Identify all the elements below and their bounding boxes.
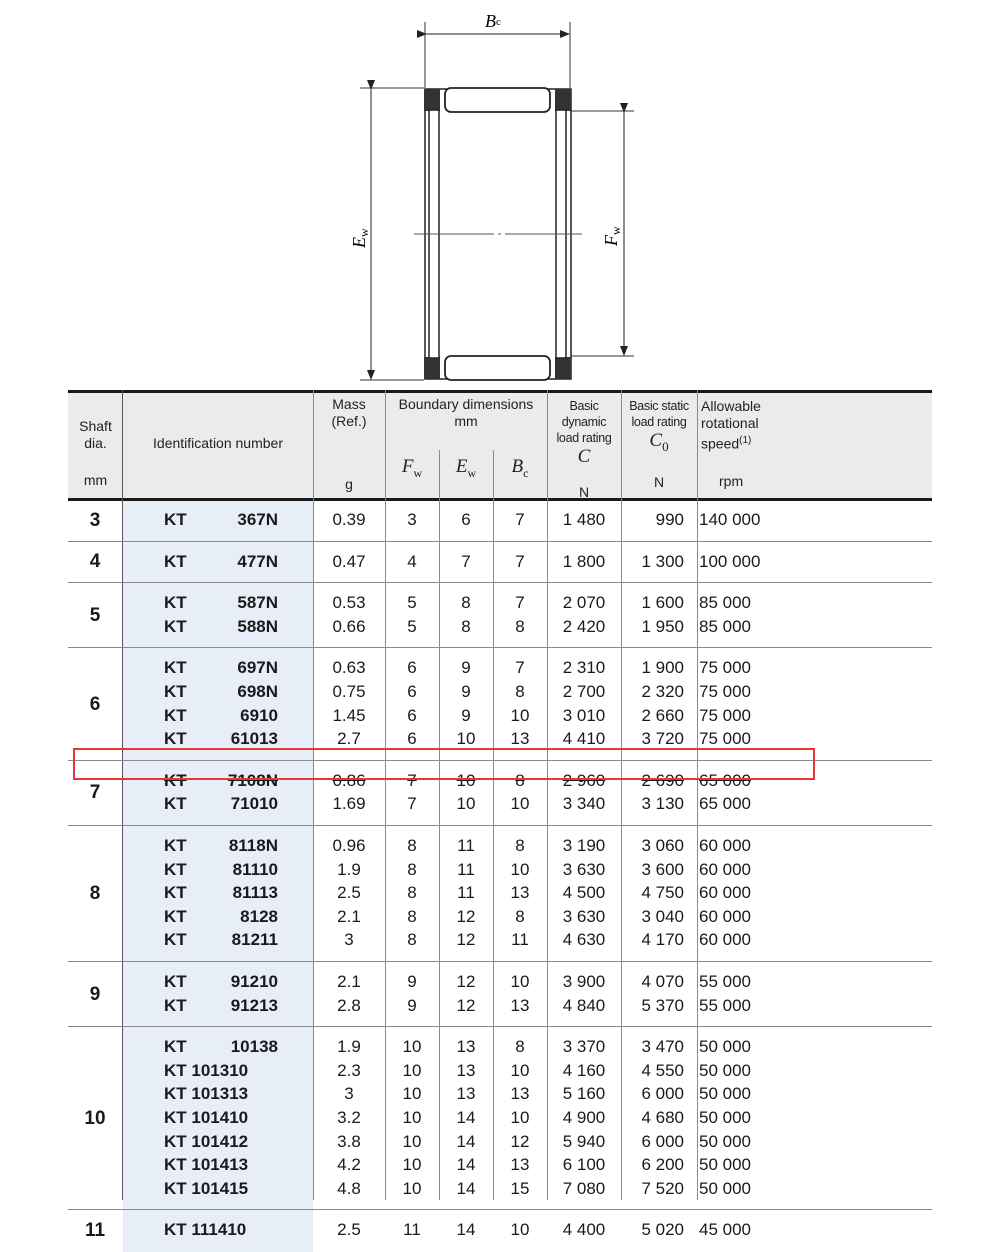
mass-value: 4.8 [337, 1178, 361, 1198]
static-load-value: 4 550 [641, 1060, 684, 1080]
bc-value: 8 [515, 682, 525, 701]
identification-number: 71010 [230, 794, 278, 814]
fw-value: 10 [402, 1178, 422, 1198]
static-load-value: 4 070 [641, 972, 684, 991]
fw-value: 6 [407, 658, 417, 678]
static-load-value: 5 370 [641, 995, 684, 1015]
speed-value: 85 000 [699, 616, 751, 636]
bc-value: 12 [510, 1131, 530, 1151]
static-load-value: 4 750 [641, 883, 684, 903]
group-separator [68, 1209, 932, 1210]
static-load-value: 6 200 [641, 1155, 684, 1175]
identification-number: 7108N [227, 770, 278, 790]
identification-prefix: KT [164, 794, 187, 814]
speed-value: 75 000 [699, 658, 751, 678]
identification-number: KT 101410 [164, 1108, 249, 1127]
ew-value: 11 [457, 836, 475, 855]
bc-value: 10 [510, 859, 530, 879]
identification-number: 698N [237, 682, 278, 701]
fw-value: 9 [407, 995, 417, 1015]
speed-value: 60 000 [699, 883, 751, 903]
ew-value: 14 [456, 1220, 476, 1240]
mass-value: 3.2 [337, 1108, 361, 1127]
dynamic-load-value: 4 500 [562, 883, 606, 903]
mass-value: 0.53 [332, 593, 366, 613]
fw-value: 10 [402, 1155, 422, 1175]
header-static-load-rating: Basic static load rating $C_0$ N [629, 399, 689, 490]
bc-value: 7 [515, 593, 525, 613]
identification-number: 61013 [230, 729, 278, 749]
ew-value: 11 [457, 883, 475, 903]
dynamic-load-value: 4 410 [562, 729, 606, 749]
mass-value: 0.86 [332, 770, 366, 790]
bc-dimension-label: Bc [485, 11, 501, 31]
speed-value: 85 000 [699, 593, 751, 613]
fw-value: 8 [407, 883, 417, 903]
identification-number: 588N [237, 616, 278, 636]
mass-value: 4.2 [337, 1155, 361, 1175]
ew-value: 8 [461, 616, 471, 636]
bc-value: 13 [510, 883, 530, 903]
speed-value: 50 000 [699, 1155, 751, 1175]
fw-value: 10 [402, 1037, 422, 1057]
identification-number: 6910 [240, 705, 278, 725]
bc-value: 13 [510, 729, 530, 749]
speed-value: 60 000 [699, 859, 751, 879]
mass-value: 2.5 [337, 883, 361, 903]
shaft-dia: 3 [89, 509, 101, 531]
ew-value: 8 [461, 593, 471, 613]
group-separator [68, 541, 932, 542]
bc-value: 10 [510, 794, 530, 814]
ew-value: 11 [457, 859, 475, 879]
bc-value: 13 [510, 1084, 530, 1104]
static-load-value: 6 000 [641, 1131, 684, 1151]
bc-value: 13 [510, 1155, 530, 1175]
dynamic-load-value: 3 340 [562, 794, 606, 814]
speed-value: 75 000 [699, 729, 751, 749]
bc-value: 8 [515, 1037, 525, 1057]
identification-prefix: KT [164, 930, 187, 950]
bc-value: 8 [515, 836, 525, 855]
fw-value: 7 [407, 770, 417, 790]
mass-value: 0.96 [332, 836, 366, 855]
identification-prefix: KT [164, 859, 187, 879]
identification-number: KT 101412 [164, 1131, 249, 1151]
mass-value: 1.69 [332, 794, 366, 814]
identification-prefix: KT [164, 616, 187, 636]
ew-value: 12 [456, 995, 476, 1015]
header-shaft: Shaft dia. mm [79, 418, 112, 488]
static-load-value: 2 660 [641, 705, 684, 725]
ew-value: 14 [456, 1178, 476, 1198]
identification-number: KT 101413 [164, 1155, 249, 1175]
mass-value: 2.7 [337, 729, 361, 749]
identification-number: 91213 [230, 995, 278, 1015]
fw-value: 11 [403, 1220, 421, 1240]
dynamic-load-value: 3 010 [562, 705, 606, 725]
ew-value: 13 [456, 1084, 476, 1104]
static-load-value: 1 300 [641, 551, 684, 571]
bc-value: 11 [511, 930, 529, 950]
ew-dimension-label: Ew [349, 228, 371, 248]
mass-value: 3 [344, 1084, 354, 1104]
identification-number: 367N [237, 510, 278, 529]
dynamic-load-value: 3 630 [562, 859, 606, 879]
mass-value: 0.47 [332, 551, 366, 571]
group-separator [68, 825, 932, 826]
bearing-cross-section-diagram [0, 0, 1000, 390]
fw-value: 7 [407, 794, 417, 814]
identification-number: 81113 [232, 883, 278, 903]
static-load-value: 3 470 [641, 1037, 684, 1057]
dynamic-load-value: 2 070 [562, 593, 606, 613]
static-load-value: 3 060 [641, 836, 684, 855]
bc-value: 10 [510, 1220, 530, 1240]
identification-prefix: KT [164, 682, 187, 701]
identification-number: 587N [237, 593, 278, 613]
mass-value: 1.45 [332, 705, 366, 725]
fw-value: 8 [407, 836, 417, 855]
ew-value: 7 [461, 551, 471, 571]
identification-prefix: KT [164, 729, 187, 749]
fw-value: 6 [407, 729, 417, 749]
bc-value: 8 [515, 770, 525, 790]
speed-value: 65 000 [699, 770, 751, 790]
identification-prefix: KT [164, 1037, 187, 1057]
mass-value: 0.66 [332, 616, 366, 636]
speed-value: 140 000 [699, 510, 761, 529]
identification-prefix: KT [164, 770, 187, 790]
speed-value: 100 000 [699, 551, 761, 571]
speed-value: 55 000 [699, 972, 751, 991]
identification-number: 91210 [230, 972, 278, 991]
header-top-rule [68, 390, 932, 393]
header-mass: Mass (Ref.) g [331, 396, 367, 492]
dynamic-load-value: 1 480 [562, 510, 606, 529]
dynamic-load-value: 3 630 [562, 906, 606, 926]
header-fw: $F_w$ [401, 456, 423, 480]
static-load-value: 5 020 [641, 1220, 684, 1240]
speed-value: 50 000 [699, 1037, 751, 1057]
fw-value: 9 [407, 972, 417, 991]
cage-corner-bottom-left [424, 357, 440, 379]
dynamic-load-value: 4 160 [562, 1060, 606, 1080]
fw-dimension-label: Fw [601, 226, 623, 246]
speed-value: 45 000 [699, 1220, 751, 1240]
shaft-dia: 4 [89, 551, 101, 573]
header-boundary-dimensions: Boundary dimensions mm [398, 396, 534, 429]
group-separator [68, 647, 932, 648]
mass-value: 0.75 [332, 682, 366, 701]
ew-value: 10 [456, 729, 476, 749]
mass-value: 2.8 [337, 995, 361, 1015]
identification-number: 477N [237, 551, 278, 571]
identification-number: KT 101313 [164, 1084, 249, 1104]
ew-value: 13 [456, 1060, 476, 1080]
ew-value: 13 [456, 1037, 476, 1057]
speed-value: 50 000 [699, 1108, 751, 1127]
bc-value: 10 [510, 1108, 530, 1127]
header-allowable-speed: Allowable rotational speed$^{(1)}$ rpm [701, 398, 761, 489]
ew-value: 10 [456, 770, 476, 790]
static-load-value: 990 [655, 510, 684, 529]
mass-value: 2.1 [337, 906, 361, 926]
ew-value: 9 [461, 705, 471, 725]
speed-value: 60 000 [699, 906, 751, 926]
static-load-value: 3 720 [641, 729, 684, 749]
speed-value: 60 000 [699, 930, 751, 950]
speed-value: 75 000 [699, 705, 751, 725]
dynamic-load-value: 2 420 [562, 616, 606, 636]
static-load-value: 2 320 [641, 682, 684, 701]
identification-number: 81110 [232, 859, 278, 879]
header-bottom-rule [68, 498, 932, 501]
static-load-value: 4 170 [641, 930, 684, 950]
dynamic-load-value: 4 840 [562, 995, 606, 1015]
group-separator [68, 961, 932, 962]
needle-roller-bottom [445, 356, 550, 380]
speed-value: 50 000 [699, 1178, 751, 1198]
identification-prefix: KT [164, 705, 187, 725]
ew-value: 9 [461, 682, 471, 701]
mass-value: 3 [344, 930, 354, 950]
fw-value: 3 [407, 510, 417, 529]
dynamic-load-value: 5 940 [562, 1131, 606, 1151]
dynamic-load-value: 7 080 [562, 1178, 606, 1198]
identification-prefix: KT [164, 972, 187, 991]
speed-value: 50 000 [699, 1131, 751, 1151]
ew-value: 12 [456, 906, 476, 926]
static-load-value: 7 520 [641, 1178, 684, 1198]
fw-value: 10 [402, 1084, 422, 1104]
bc-value: 13 [510, 995, 530, 1015]
identification-prefix: KT [164, 995, 187, 1015]
bc-value: 10 [510, 972, 530, 991]
bc-value: 7 [515, 510, 525, 529]
cage-corner-top-left [424, 89, 440, 111]
ew-value: 9 [461, 658, 471, 678]
identification-number: KT 101310 [164, 1060, 249, 1080]
bc-value: 15 [510, 1178, 530, 1198]
dynamic-load-value: 3 190 [562, 836, 606, 855]
fw-value: 10 [402, 1131, 422, 1151]
identification-number: 10138 [230, 1037, 278, 1057]
dynamic-load-value: 2 700 [562, 682, 606, 701]
static-load-value: 1 950 [641, 616, 684, 636]
cage-corner-top-right [555, 89, 571, 111]
group-separator [68, 1026, 932, 1027]
ew-value: 14 [456, 1155, 476, 1175]
identification-number: 697N [237, 658, 278, 678]
column-divider [697, 390, 698, 1200]
static-load-value: 1 600 [641, 593, 684, 613]
identification-prefix: KT [164, 836, 187, 855]
dynamic-load-value: 5 160 [562, 1084, 606, 1104]
fw-value: 6 [407, 705, 417, 725]
shaft-dia: 7 [89, 782, 101, 804]
identification-prefix: KT [164, 510, 187, 529]
static-load-value: 3 130 [641, 794, 684, 814]
identification-prefix: KT [164, 658, 187, 678]
dynamic-load-value: 4 900 [562, 1108, 606, 1127]
speed-value: 60 000 [699, 836, 751, 855]
identification-prefix: KT [164, 906, 187, 926]
static-load-value: 6 000 [641, 1084, 684, 1104]
dynamic-load-value: 3 900 [562, 972, 606, 991]
group-separator [68, 582, 932, 583]
mass-value: 1.9 [337, 859, 361, 879]
dynamic-load-value: 2 310 [562, 658, 606, 678]
dynamic-load-value: 4 630 [562, 930, 606, 950]
cage-corner-bottom-right [555, 357, 571, 379]
speed-value: 50 000 [699, 1060, 751, 1080]
mass-value: 2.3 [337, 1060, 361, 1080]
speed-value: 50 000 [699, 1084, 751, 1104]
dynamic-load-value: 6 100 [562, 1155, 606, 1175]
column-divider [122, 390, 123, 1200]
ew-value: 10 [456, 794, 476, 814]
shaft-dia: 5 [89, 604, 101, 626]
mass-value: 3.8 [337, 1131, 361, 1151]
header-dynamic-load-rating: Basic dynamic load rating C N [556, 399, 612, 500]
bc-value: 7 [515, 551, 525, 571]
identification-prefix: KT [164, 883, 187, 903]
identification-number: 81211 [231, 930, 278, 950]
fw-value: 10 [402, 1108, 422, 1127]
fw-value: 5 [407, 616, 417, 636]
identification-number: KT 111410 [164, 1220, 247, 1240]
bc-value: 10 [510, 705, 530, 725]
mass-value: 0.63 [332, 658, 366, 678]
speed-value: 55 000 [699, 995, 751, 1015]
shaft-dia: 9 [89, 983, 101, 1005]
mass-value: 2.1 [337, 972, 361, 991]
speed-value: 75 000 [699, 682, 751, 701]
dynamic-load-value: 4 400 [562, 1220, 606, 1240]
ew-value: 12 [456, 972, 476, 991]
dynamic-load-value: 3 370 [562, 1037, 606, 1057]
identification-number: 8118N [228, 836, 278, 855]
fw-value: 8 [407, 859, 417, 879]
ew-value: 6 [461, 510, 471, 529]
header-ew: $E_w$ [455, 456, 477, 480]
bearing-spec-table [68, 390, 932, 1242]
bc-value: 10 [510, 1060, 530, 1080]
bc-value: 8 [515, 616, 525, 636]
highlight-box [73, 748, 815, 780]
static-load-value: 3 040 [641, 906, 684, 926]
header-identification: Identification number [153, 435, 283, 451]
ew-value: 14 [456, 1108, 476, 1127]
shaft-dia: 8 [89, 883, 101, 904]
shaft-dia: 11 [84, 1220, 106, 1242]
static-load-value: 3 600 [641, 859, 684, 879]
fw-value: 5 [407, 593, 417, 613]
ew-value: 14 [456, 1131, 476, 1151]
fw-value: 4 [407, 551, 417, 571]
bc-value: 8 [515, 906, 525, 926]
shaft-dia: 6 [89, 693, 101, 715]
static-load-value: 4 680 [641, 1108, 684, 1127]
speed-value: 65 000 [699, 794, 751, 814]
identification-prefix: KT [164, 593, 187, 613]
fw-value: 8 [407, 906, 417, 926]
static-load-value: 1 900 [641, 658, 684, 678]
header-bc: $B_c$ [511, 456, 529, 480]
needle-roller-top [445, 88, 550, 112]
identification-number: KT 101415 [164, 1178, 249, 1198]
fw-value: 10 [402, 1060, 422, 1080]
fw-value: 6 [407, 682, 417, 701]
ew-value: 12 [456, 930, 476, 950]
shaft-dia: 10 [84, 1107, 106, 1129]
mass-value: 0.39 [332, 510, 366, 529]
dynamic-load-value: 1 800 [562, 551, 606, 571]
identification-number: 8128 [240, 906, 278, 926]
dynamic-load-value: 2 960 [562, 770, 606, 790]
mass-value: 1.9 [337, 1037, 361, 1057]
static-load-value: 2 690 [641, 770, 684, 790]
mass-value: 2.5 [337, 1220, 361, 1240]
bc-value: 7 [515, 658, 525, 678]
fw-value: 8 [407, 930, 417, 950]
identification-prefix: KT [164, 551, 187, 571]
